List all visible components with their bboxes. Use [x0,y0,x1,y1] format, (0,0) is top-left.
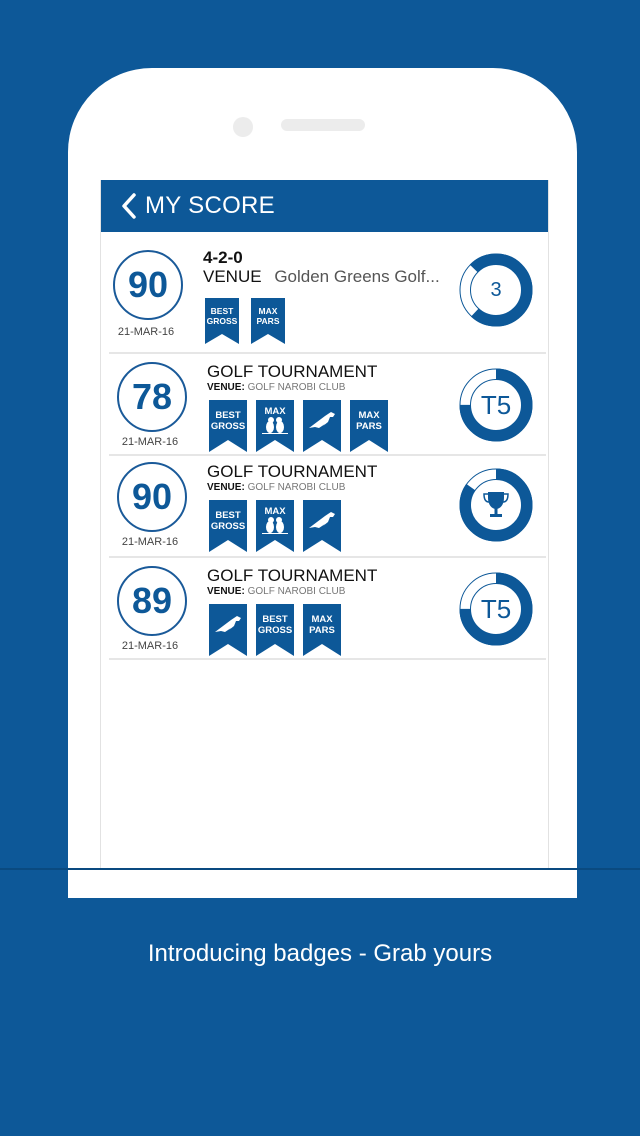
back-button[interactable] [121,191,143,221]
venue-line: VENUE: GOLF NAROBI CLUB [207,382,346,393]
venue-line: VENUE: GOLF NAROBI CLUB [207,482,346,493]
score-circle: 89 [117,566,187,636]
badge-list [209,400,388,452]
venue-value: Golden Greens Golf... [274,267,440,286]
rank-value: T5 [480,389,512,420]
badge-max-birdies[interactable]: MAX [256,500,294,552]
score-circle: 78 [117,362,187,432]
promo-tagline: Introducing badges - Grab yours [147,940,493,967]
page-title: MY SCORE [145,192,275,219]
badge-max-pars[interactable]: MAX PARS [251,298,285,344]
rank-value: T5 [480,593,512,624]
app-screen [100,180,549,870]
score-row[interactable] [109,456,546,558]
venue-line [203,267,440,287]
badge-list [209,500,341,552]
award-ring[interactable] [459,468,533,542]
badge-max-pars[interactable]: MAX PARS [350,400,388,452]
round-title: GOLF TOURNAMENT [207,362,378,381]
score-row[interactable] [109,354,546,456]
rank-ring[interactable] [459,253,533,327]
rank-ring[interactable] [459,572,533,646]
venue-line: VENUE: GOLF NAROBI CLUB [207,586,346,597]
badge-eagle[interactable] [303,500,341,552]
badge-max-birdies[interactable]: MAX [256,400,294,452]
rank-ring[interactable] [459,368,533,442]
badge-max-pars[interactable]: MAX PARS [303,604,341,656]
rank-value: 3 [490,278,502,301]
badge-list [209,604,341,656]
badge-list [205,298,285,344]
score-circle: 90 [113,250,183,320]
round-title: GOLF TOURNAMENT [207,566,378,585]
score-row[interactable] [109,236,546,354]
badge-best-gross[interactable]: BEST GROSS [209,500,247,552]
round-title: GOLF TOURNAMENT [207,462,378,481]
round-date: 21-MAR-16 [121,436,179,448]
round-date: 21-MAR-16 [121,640,179,652]
app-bar [101,180,548,232]
badge-best-gross[interactable]: BEST GROSS [209,400,247,452]
badge-eagle[interactable] [303,400,341,452]
round-date: 21-MAR-16 [117,326,175,338]
divider [0,868,640,870]
phone-speaker [281,119,365,131]
chevron-left-icon [121,193,137,219]
badge-best-gross[interactable]: BEST GROSS [256,604,294,656]
badge-eagle[interactable] [209,604,247,656]
score-circle: 90 [117,462,187,532]
round-title: 4-2-0 [203,248,243,267]
badge-best-gross[interactable]: BEST GROSS [205,298,239,344]
trophy-icon [484,492,508,517]
phone-camera [233,117,253,137]
score-row[interactable] [109,558,546,660]
round-date: 21-MAR-16 [121,536,179,548]
venue-label: VENUE [203,267,262,286]
